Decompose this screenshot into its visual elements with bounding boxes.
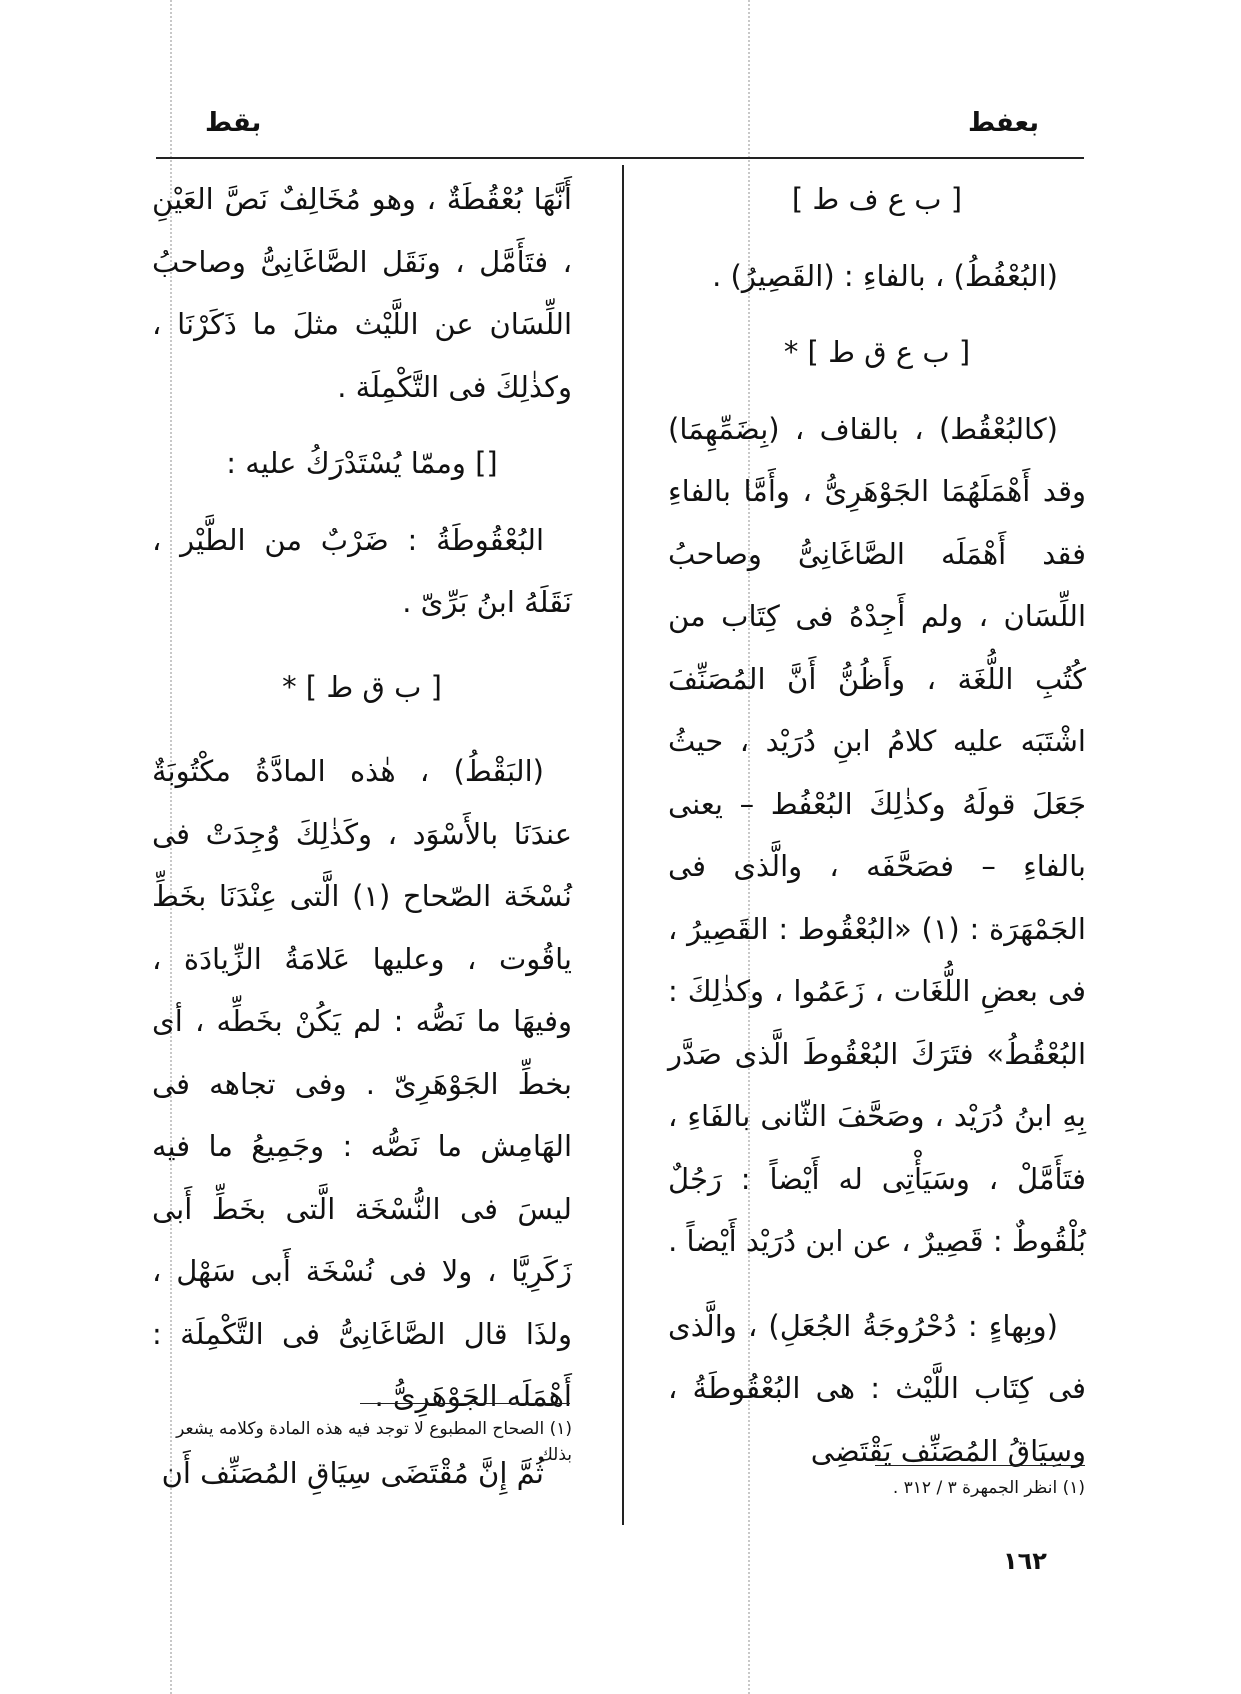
paragraph: (وبِهاءٍ : دُحْرُوجَةُ الجُعَلِ) ، والَّذى فى كِتَاب اللَّيْث : هى البُعْقُوطَةُ ، وسِيَاقُ المُصَنِّف يَقْتَضِى [668,1308,1086,1468]
footnote-right: (١) انظر الجمهرة ٣ / ٣١٢ . [892,1478,1085,1498]
paragraph: (البَقْطُ) ، هٰذه المادَّةُ مكْتُوبَةٌ عندَنَا بالأَسْوَد ، وكَذٰلِكَ وُجِدَتْ فى نُسْخَة الصّحاح (١) الَّتى عِنْدَنَا بخَطِّ ياقُوت ، وعليها عَلامَةُ الزِّيادَة ، وفيهَا ما نَصُّه : لم يَكُنْ بخَطِّه ، أى بخطِّ الجَوْهَرِىّ . وفى تجاهه فى الهَامِش ما نَصُّه : وجَمِيعُ ما فيه ليسَ فى النُّسْخَة الَّتى بخَطِّ أَبى زَكَرِيَّا ، ولا فى نُسْخَة أَبى سَهْل ، ولذَا قال الصَّاغَانِىُّ فى التَّكْمِلَة : أَهْمَلَه الجَوْهَرِىُّ . [152,754,572,1413]
footnote-left: (١) الصحاح المطبوع لا توجد فيه هذه المادة وكلامه يشعر بذلك . [176,1419,572,1465]
paragraph: ثُمَّ إِنَّ مُقْتَضَى سِيَاقِ المُصَنِّف أَن [161,1455,544,1490]
left-column [152,168,572,1504]
column-divider [622,165,624,1525]
page-number: ١٦٢ [1003,1547,1047,1575]
entry-heading: [ ب ع ف ط ] [791,182,963,216]
footnote-rule [875,1465,1085,1466]
paragraph: (كالبُعْقُط) ، بالقاف ، (بِضَمِّهِمَا) وقد أَهْمَلَهُمَا الجَوْهَرِىُّ ، وأَمَّا بالفاءِ فقد أَهْمَلَه الصَّاغَانِىُّ وصاحبُ اللِّسَان ، ولم أَجِدْهُ فى كِتَاب من كُتُبِ اللُّغَة ، وأَظُنُّ أَنَّ المُصَنِّفَ اشْتَبَه عليه كلامُ ابنِ دُرَيْد ، حيثُ جَعَلَ قولَهُ وكذٰلِكَ البُعْفُط – يعنى بالفاءِ – فصَحَّفَه ، والَّذى فى الجَمْهَرَة : (١) «البُعْقُوط : القَصِيرُ ، فى بعضِ اللُّغَات ، زَعَمُوا ، وكذٰلِكَ : البُعْقُطُ» فتَرَكَ البُعْقُوطَ الَّذى صَدَّر بِهِ ابنُ دُرَيْد ، وصَحَّفَ الثّانى بالفَاءِ ، فتَأَمَّلْ ، وسَيَأْتِى له أَيْضاً : رَجُلٌ بُلْقُوطٌ : قَصِيرٌ ، عن ابن دُرَيْد أَيْضاً . [668,411,1086,1258]
running-header-right: بعفط [968,108,1039,138]
paragraph: البُعْقُوطَةُ : ضَرْبٌ من الطَّيْر ، نَقَلَهُ ابنُ بَرِّىّ . [152,522,572,619]
entry-heading: [ ب ع ق ط ] * [783,335,971,369]
paragraph: أَنَّهَا بُعْقُطَةٌ ، وهو مُخَالِفٌ نَصَّ العَيْنِ ، فتَأَمَّل ، ونَقَل الصَّاغَانِىُّ وصاحبُ اللِّسَان عن اللَّيْث مثلَ ما ذَكَرْنَا ، وكذٰلِكَ فى التَّكْمِلَة . [152,182,572,404]
footnote-rule [360,1403,570,1404]
header-rule [156,157,1084,159]
right-column [668,168,1086,1482]
paragraph: [] وممّا يُسْتَدْرَكُ عليه : [226,446,498,480]
entry-heading: [ ب ق ط ] * [282,669,442,704]
running-header-left: بقط [205,108,262,138]
paragraph: (البُعْفُطُ) ، بالفاءِ : (القَصِيرُ) . [712,258,1058,293]
